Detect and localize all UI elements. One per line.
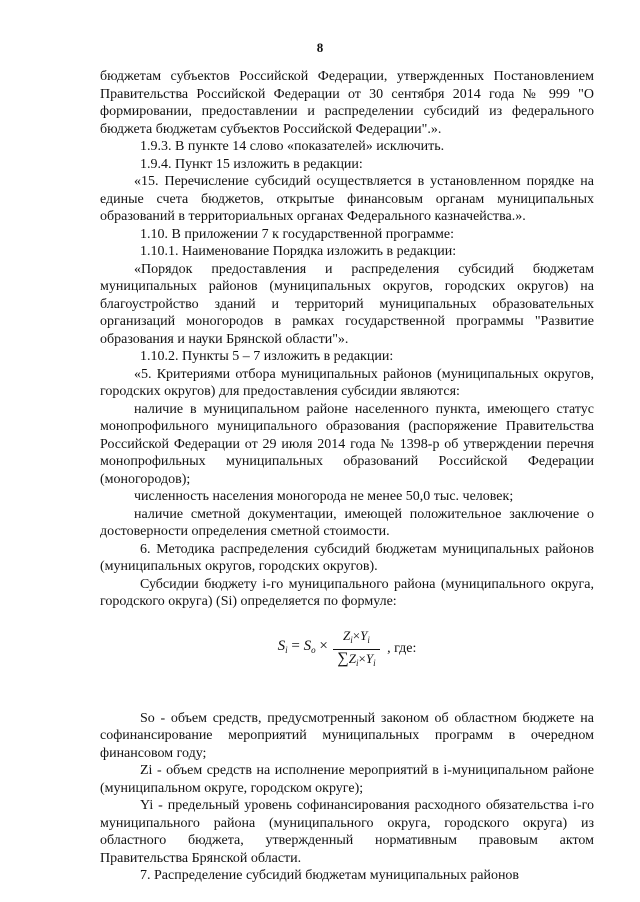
paragraph: «Порядок предоставления и распределения субсидий бюджетам муниципальных районов (муниципальных округов, городских округов) на благоустройство зданий и территорий муниципальных образовательных организаций моногородов в рамках государственной программы "Развитие образования и науки Брянской области"». — [100, 261, 594, 347]
paragraph: «15. Перечисление субсидий осуществляется в установленном порядке на единые счета бюджетов, открытые финансовым органам муниципальных образований в территориальных органах Федерального казначейства.». — [100, 174, 594, 224]
formula-tail: , где: — [387, 641, 417, 657]
formula-fraction — [333, 627, 379, 672]
definition: Zi - объем средств на исполнение мероприятий в i-муниципальном районе (муниципальном округе, городском округе); — [100, 763, 594, 796]
definition: Yi - предельный уровень софинансирования расходного обязательства i-го муниципального района (муниципального округа, городского округа) из областного бюджета, утвержденный нормативным правовым актом Правительства Брянской области. — [100, 798, 594, 866]
paragraph: наличие в муниципальном районе населенного пункта, имеющего статус монопрофильного муниципального образования (распоряжение Правительства Российской Федерации от 29 июля 2014 года № 1398-р об утверждении перечня монопрофильных муниципальных образований Российской Федерации (моногородов); — [100, 401, 594, 487]
formula-lhs: $S_i = S_o$ × — [277, 638, 328, 656]
paragraph: 1.10.2. Пункты 5 – 7 изложить в редакции: — [140, 349, 394, 364]
paragraph: наличие сметной документации, имеющей положительное заключение о достоверности определения сметной стоимости. — [100, 506, 594, 539]
page-number: 8 — [316, 40, 324, 55]
paragraph: 1.9.4. Пункт 15 изложить в редакции: — [140, 156, 363, 172]
definition: So - объем средств, предусмотренный законом об областном бюджете на софинансирование мероприятий муниципальных программ в очередном финансовом году; — [100, 710, 594, 761]
paragraph: Субсидии бюджету i-го муниципального района (муниципального округа, городского округа) (Si) определяется по формуле: — [100, 576, 594, 609]
formula-numerator: $Z_i\times Y_i$ — [333, 627, 379, 650]
paragraph: 1.9.3. В пункте 14 слово «показателей» исключить. — [140, 139, 445, 154]
paragraph: 7. Распределение субсидий бюджетам муниципальных районов — [140, 868, 520, 883]
subsidy-formula — [100, 627, 594, 672]
paragraph: 1.10. В приложении 7 к государственной программе: — [140, 226, 454, 242]
paragraph: «5. Критериями отбора муниципальных районов (муниципальных округов, городских округов) для предоставления субсидии являются: — [100, 366, 594, 399]
paragraph: численность населения моногорода не менее 50,0 тыс. человек; — [134, 489, 514, 504]
paragraph: 1.10.1. Наименование Порядка изложить в редакции: — [140, 244, 457, 259]
paragraph: бюджетам субъектов Российской Федерации, утвержденных Постановлением Правительства Российской Федерации от 30 сентября 2014 года № 999 "О формировании, предоставлении и распределении субсидий из федерального бюджета бюджетам субъектов Российской Федерации".». — [100, 69, 594, 137]
paragraph: 6. Методика распределения субсидий бюджетам муниципальных районов (муниципальных округов, городских округов). — [100, 541, 594, 574]
document-body — [100, 68, 594, 885]
formula-denominator: $\sum Z_i\times Y_i$ — [337, 649, 376, 668]
